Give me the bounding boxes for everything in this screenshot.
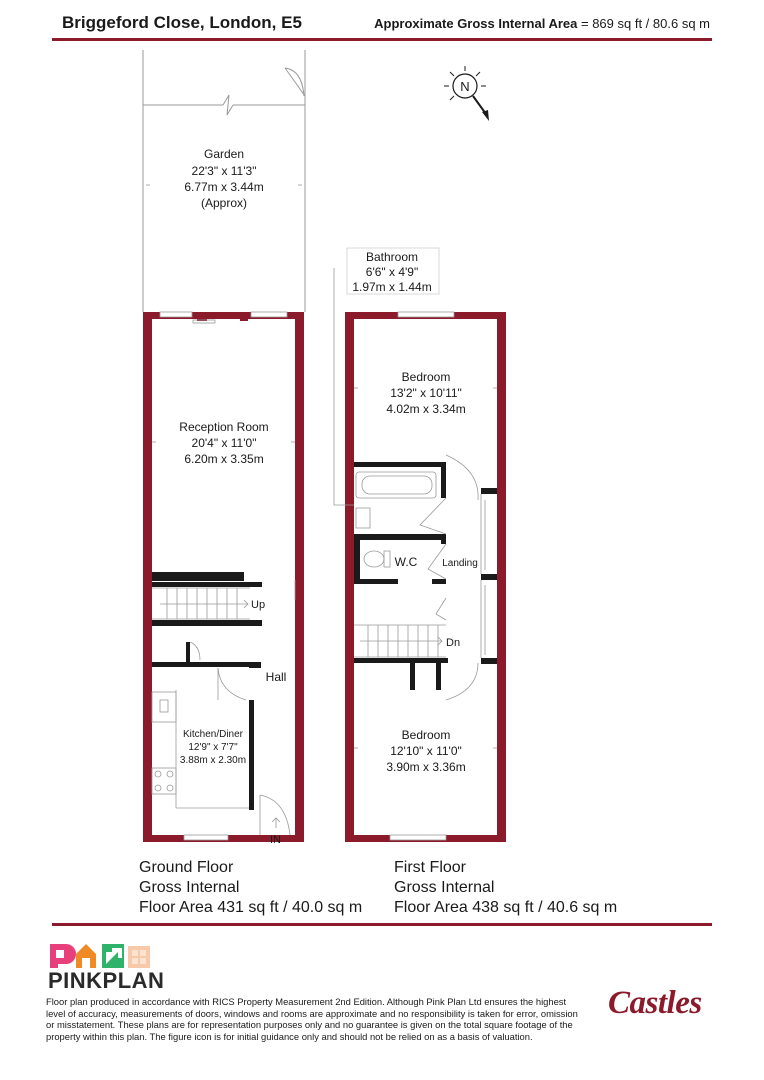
front-door-swing-icon [260,795,290,835]
reception-door-swing-icon [190,642,200,660]
footer-disclaimer: Floor plan produced in accordance with RICS Property Measurement 2nd Edition. Although Pink Plan Ltd ensures the highest level of accuracy, measurements of doors, windows and rooms are approximate and no responsibility is taken for error, omission or misstatement. These plans are for representation purposes only and no guarantee is given on the total square footage of the property within this plan. The figure icon is for initial guidance only and should not be relied on as a basis of valuation. [46,996,578,1042]
footer-divider [52,923,712,926]
ground-window-front [184,835,228,840]
kitchen-door-swing-icon [218,668,246,700]
entrance-arrow-icon [272,818,280,828]
total-area-value: = 869 sq ft / 80.6 sq m [581,16,710,31]
bedroom1-metric: 4.02m x 3.34m [386,402,466,416]
landing-name: Landing [442,558,478,569]
castles-agent-logo: Castles [608,985,702,1021]
ground-floor-caption [139,858,362,918]
ground-floor-title: Ground Floor [139,859,234,876]
first-floor-caption [394,858,617,918]
pinkplan-logo-icon [48,942,158,968]
property-address: Briggeford Close, London, E5 [62,13,302,32]
bathroom-name: Bathroom [365,250,419,264]
ground-staircase-icon [152,588,250,619]
kitchen-sink-icon [152,692,176,722]
compass-north-label: N [460,79,470,94]
first-floor-area: Floor Area 438 sq ft / 40.6 sq m [394,899,618,916]
bathroom-imperial: 6'6" x 4'9" [365,265,419,279]
wc-name: W.C [394,555,418,569]
reception-metric: 6.20m x 3.35m [184,452,264,466]
garden-note: (Approx) [200,196,248,210]
stairs-down-label: Dn [446,637,461,649]
first-floor-title: First Floor [394,859,466,876]
entrance-label: IN [270,834,281,846]
first-floor-subtitle: Gross Internal [394,879,495,896]
bathroom-metric: 1.97m x 1.44m [352,280,432,294]
total-area-label: Approximate Gross Internal Area [374,16,578,31]
bedroom2-door-swing-icon [446,663,478,700]
ground-window-rear-left [160,312,192,317]
garden-imperial: 22'3" x 11'3" [191,164,257,178]
bedroom-door-swing-icon [446,455,478,500]
bedroom1-imperial: 13'2" x 10'11" [390,386,462,400]
first-staircase-icon [354,625,446,657]
ground-window-rear-right [251,312,287,317]
hall-name: Hall [265,670,287,684]
kitchen-imperial: 12'9" x 7'7" [188,742,238,753]
bedroom2-name: Bedroom [401,728,451,742]
kitchen-name: Kitchen/Diner [182,729,244,740]
ground-floor-area: Floor Area 431 sq ft / 40.0 sq m [139,899,363,916]
garden-name: Garden [203,147,245,161]
bathroom-basin-icon [356,508,370,528]
reception-imperial: 20'4" x 11'0" [191,436,257,450]
bedroom1-name: Bedroom [401,370,451,384]
garden-metric: 6.77m x 3.44m [184,180,264,194]
stairs-up-label: Up [251,599,266,611]
kitchen-metric: 3.88m x 2.30m [179,755,247,766]
first-internal-walls [354,462,497,690]
wc-toilet-icon [364,551,384,567]
pinkplan-brand-text: PINKPLAN [48,968,165,993]
bedroom2-metric: 3.90m x 3.36m [386,760,466,774]
reception-name: Reception Room [179,420,269,434]
bedroom2-imperial: 12'10" x 11'0" [390,744,462,758]
bathroom-door-icon [420,498,446,534]
ground-floor-subtitle: Gross Internal [139,879,240,896]
first-window-front [390,835,446,840]
first-window-rear [398,312,454,317]
